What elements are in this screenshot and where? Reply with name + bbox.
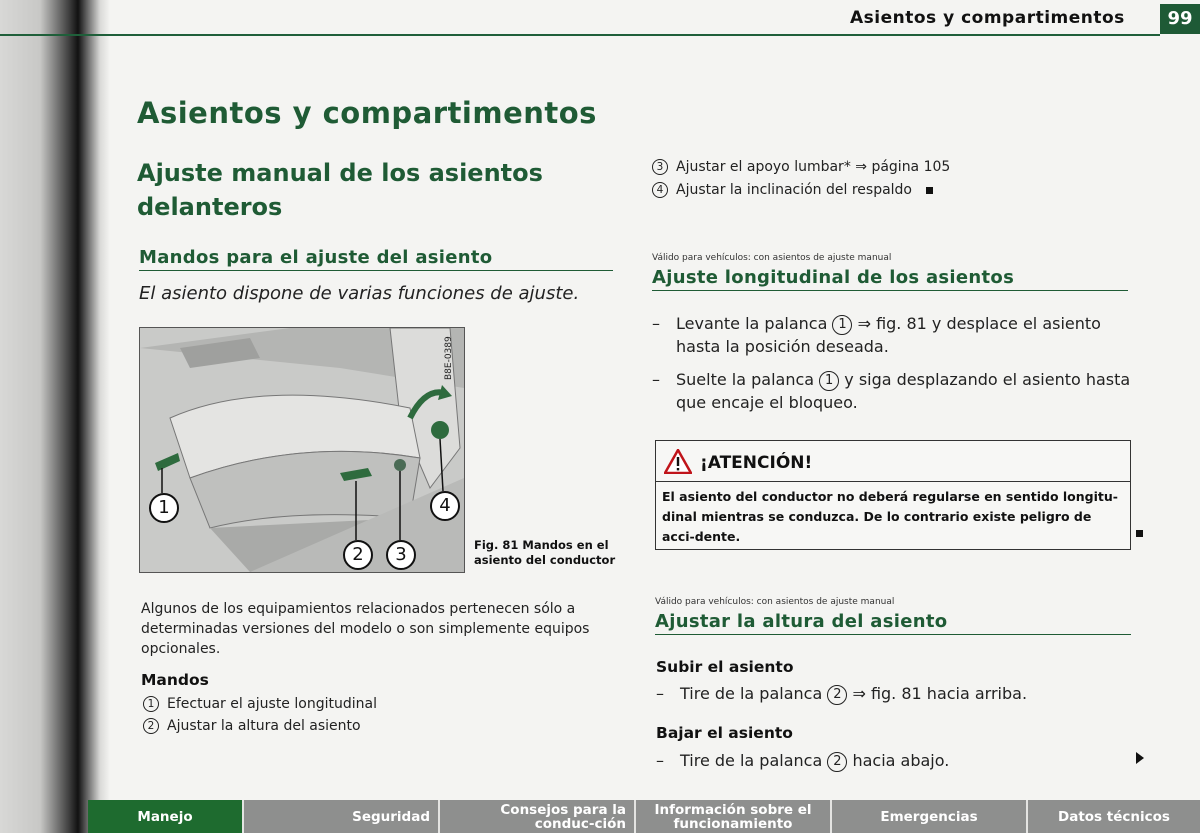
- tab-informacion[interactable]: Información sobre el funcionamiento: [636, 800, 832, 833]
- callout-1: 1: [149, 493, 179, 523]
- step-dash: –: [656, 751, 664, 770]
- warning-title-row: [656, 441, 1130, 482]
- tab-seguridad[interactable]: Seguridad: [244, 800, 440, 833]
- raise-step-post: ⇒ fig. 81 hacia arriba.: [852, 684, 1028, 703]
- end-of-section-mark: [1136, 530, 1143, 537]
- tab-manejo[interactable]: Manejo: [88, 800, 244, 833]
- equipment-note: Algunos de los equipamientos relacionados pertenecen sólo a determinadas versiones del modelo o son simplemente equipos opcionales.: [141, 601, 590, 657]
- warning-box: [655, 440, 1131, 550]
- validity-note-longitudinal: Válido para vehículos: con asientos de ajuste manual: [652, 253, 892, 263]
- step-dash: –: [652, 314, 660, 333]
- page-number-badge: 99: [1160, 4, 1200, 34]
- end-of-section-mark: [926, 187, 933, 194]
- figure-code: B8E-0389: [444, 336, 454, 380]
- controls-heading: Mandos para el ajuste del asiento: [139, 247, 493, 268]
- step-1-post: ⇒ fig. 81 y desplace el asiento: [857, 314, 1101, 333]
- tab-consejos[interactable]: Consejos para la conduc-ción: [440, 800, 636, 833]
- num-2-badge: 2: [143, 718, 159, 734]
- section-title: Ajuste manual de los asientos delanteros: [137, 159, 543, 221]
- lower-step-pre: Tire de la palanca: [680, 751, 823, 770]
- continue-arrow-icon: [1136, 752, 1144, 764]
- controls-heading-rule: [139, 270, 613, 271]
- figure-caption: Fig. 81 Mandos en el asiento del conductor: [474, 538, 616, 567]
- step-dash: –: [652, 370, 660, 389]
- lower-step-num: 2: [827, 752, 847, 772]
- control-item-3-text: Ajustar el apoyo lumbar* ⇒ página 105: [676, 159, 951, 175]
- raise-seat-heading: Subir el asiento: [656, 658, 794, 676]
- lower-seat-heading: Bajar el asiento: [656, 724, 793, 742]
- step-1-num: 1: [832, 315, 852, 335]
- longitudinal-heading-rule: [652, 290, 1128, 291]
- validity-note-height: Válido para vehículos: con asientos de ajuste manual: [655, 597, 895, 607]
- longitudinal-step-2: [652, 368, 1132, 414]
- step-2-pre: Suelte la palanca: [676, 370, 815, 389]
- warning-text: El asiento del conductor no deberá regularse en sentido longitu-dinal mientras se conduzca. De lo contrario existe peligro de acci-dente.: [662, 489, 1118, 544]
- seat-illustration: [140, 328, 464, 572]
- control-item-4-text: Ajustar la inclinación del respaldo: [676, 182, 912, 198]
- callout-4: 4: [430, 491, 460, 521]
- seat-controls-figure: [139, 327, 465, 573]
- running-header-title: Asientos y compartimentos: [850, 8, 1125, 28]
- raise-step-pre: Tire de la palanca: [680, 684, 823, 703]
- control-item-1: [143, 694, 377, 714]
- callout-3: 3: [386, 540, 416, 570]
- control-item-4: [652, 180, 912, 200]
- raise-step-num: 2: [827, 685, 847, 705]
- step-1-line2: hasta la posición deseada.: [676, 337, 889, 356]
- control-item-3: [652, 157, 950, 177]
- height-heading: Ajustar la altura del asiento: [655, 611, 948, 632]
- warning-title: ¡ATENCIÓN!: [700, 453, 813, 473]
- lower-seat-step: [656, 749, 949, 772]
- num-4-badge: 4: [652, 182, 668, 198]
- tab-datos-tecnicos[interactable]: Datos técnicos: [1028, 800, 1200, 833]
- tab-emergencias[interactable]: Emergencias: [832, 800, 1028, 833]
- step-2-post: y siga desplazando el asiento hasta: [844, 370, 1131, 389]
- step-2-num: 1: [819, 371, 839, 391]
- num-1-badge: 1: [143, 696, 159, 712]
- step-2-line2: que encaje el bloqueo.: [676, 393, 858, 412]
- lower-step-post: hacia abajo.: [852, 751, 950, 770]
- raise-seat-step: [656, 682, 1027, 705]
- callout-2: 2: [343, 540, 373, 570]
- warning-triangle-icon: [664, 449, 692, 474]
- control-item-1-text: Efectuar el ajuste longitudinal: [167, 696, 377, 712]
- num-3-badge: 3: [652, 159, 668, 175]
- book-spine-shadow: [0, 0, 110, 833]
- chapter-tabs: [88, 800, 1200, 833]
- height-heading-rule: [655, 634, 1131, 635]
- step-dash: –: [656, 684, 664, 703]
- control-item-2-text: Ajustar la altura del asiento: [167, 718, 361, 734]
- top-rule: [0, 34, 1160, 36]
- step-1-pre: Levante la palanca: [676, 314, 828, 333]
- control-item-2: [143, 716, 361, 736]
- controls-intro: El asiento dispone de varias funciones de ajuste.: [139, 283, 580, 304]
- chapter-title: Asientos y compartimentos: [137, 96, 597, 130]
- longitudinal-heading: Ajuste longitudinal de los asientos: [652, 267, 1015, 288]
- mandos-heading: Mandos: [141, 671, 209, 689]
- longitudinal-step-1: [652, 312, 1132, 358]
